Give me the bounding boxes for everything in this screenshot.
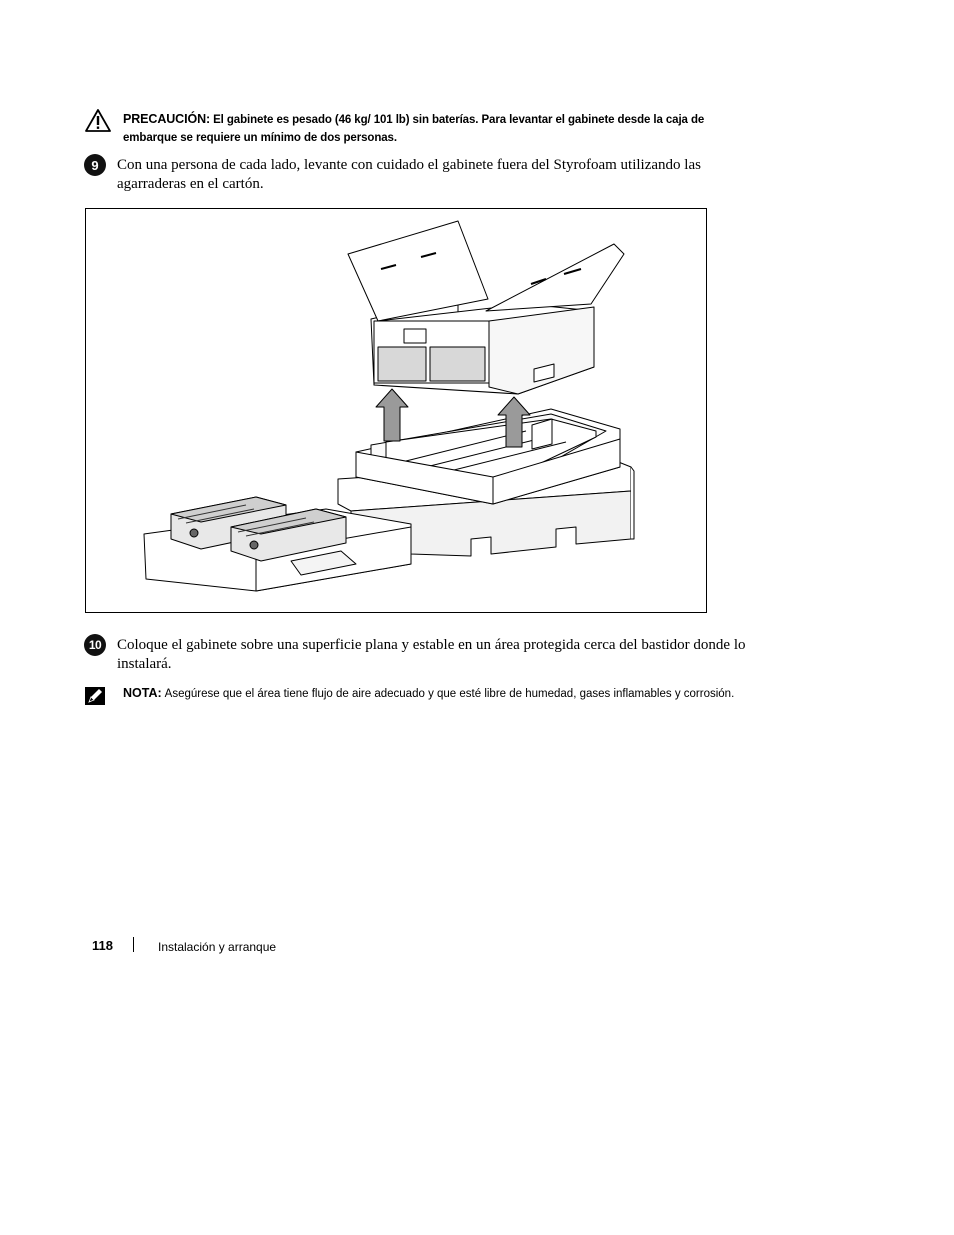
warning-triangle-icon: [84, 108, 112, 133]
page-number: 118: [92, 938, 113, 953]
note-body: Asegúrese que el área tiene flujo de aire adecuado y que esté libre de humedad, gases inflamables y corrosión.: [164, 688, 735, 700]
unpacking-illustration: [86, 209, 706, 612]
step-text: Coloque el gabinete sobre una superficie plana y estable en un área protegida cerca del bastidor donde lo instalará.: [117, 637, 746, 672]
cabinet: [348, 221, 624, 394]
figure-cabinet-unpacking: [85, 208, 707, 613]
pencil-note-icon: [84, 686, 106, 706]
step-number-badge: 9: [84, 154, 106, 176]
step-text: Con una persona de cada lado, levante con cuidado el gabinete fuera del Styrofoam utilizando las agarraderas en el cartón.: [117, 157, 701, 192]
note-label: NOTA:: [123, 686, 162, 700]
step-number-badge: 10: [84, 634, 106, 656]
note-paragraph: [123, 684, 753, 703]
section-title: Instalación y arranque: [158, 940, 277, 954]
up-arrow-icon: [376, 389, 408, 441]
caution-paragraph: [123, 110, 753, 147]
caution-body: El gabinete es pesado (46 kg/ 101 lb) sin baterías. Para levantar el gabinete desde la caja de embarque se requiere un mínimo de dos personas.: [123, 114, 705, 144]
caution-label: PRECAUCIÓN:: [123, 112, 211, 126]
footer-divider: [133, 937, 134, 952]
